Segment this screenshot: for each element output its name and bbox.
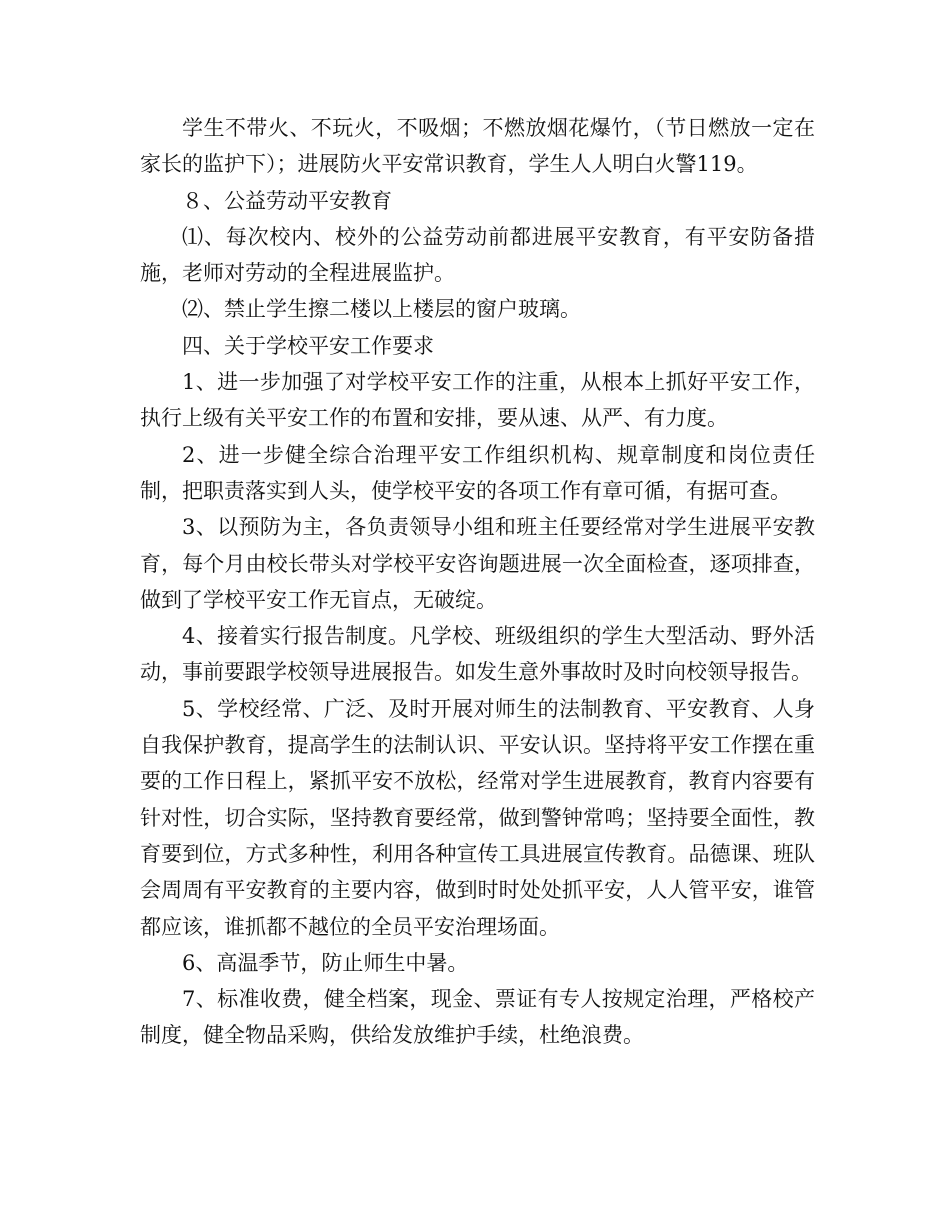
document-page xyxy=(140,110,815,1054)
heading-safety-requirements: 四、关于学校平安工作要求 xyxy=(182,333,434,358)
paragraph-labor-2: ⑵、禁止学生擦二楼以上楼层的窗户玻璃。 xyxy=(182,297,581,322)
paragraph-requirement-6: 6、高温季节，防止师生中暑。 xyxy=(182,950,469,975)
paragraph-requirement-2: 2、进一步健全综合治理平安工作组织机构、规章制度和岗位责任制，把职责落实到人头，使学校平安的各项工作有章可循，有据可查。 xyxy=(140,442,815,503)
paragraph-requirement-7: 7、标准收费，健全档案，现金、票证有专人按规定治理，严格校产制度，健全物品采购，供给发放维护手续，杜绝浪费。 xyxy=(140,987,815,1048)
paragraph-requirement-3: 3、以预防为主，各负责领导小组和班主任要经常对学生进展平安教育，每个月由校长带头对学校平安咨询题进展一次全面检查，逐项排查，做到了学校平安工作无盲点，无破绽。 xyxy=(140,515,815,612)
paragraph-requirement-5: 5、学校经常、广泛、及时开展对师生的法制教育、平安教育、人身自我保护教育，提高学生的法制认识、平安认识。坚持将平安工作摆在重要的工作日程上，紧抓平安不放松，经常对学生进展教育，教育内容要有针对性，切合实际，坚持教育要经常，做到警钟常鸣；坚持要全面性，教育要到位，方式多种性，利用各种宣传工具进展宣传教育。品德课、班队会周周有平安教育的主要内容，做到时时处处抓平安，人人管平安，谁管都应该，谁抓都不越位的全员平安治理场面。 xyxy=(140,696,815,939)
paragraph-requirement-1: 1、进一步加强了对学校平安工作的注重，从根本上抓好平安工作，执行上级有关平安工作的布置和安排，要从速、从严、有力度。 xyxy=(140,370,815,431)
paragraph-fire-safety: 学生不带火、不玩火，不吸烟；不燃放烟花爆竹，（节日燃放一定在家长的监护下）；进展防火平安常识教育，学生人人明白火警119。 xyxy=(140,116,815,177)
heading-labor-safety: ８、公益劳动平安教育 xyxy=(182,188,392,213)
paragraph-labor-1: ⑴、每次校内、校外的公益劳动前都进展平安教育，有平安防备措施，老师对劳动的全程进展监护。 xyxy=(140,224,815,286)
paragraph-requirement-4: 4、接着实行报告制度。凡学校、班级组织的学生大型活动、野外活动，事前要跟学校领导进展报告。如发生意外事故时及时向校领导报告。 xyxy=(140,624,815,685)
